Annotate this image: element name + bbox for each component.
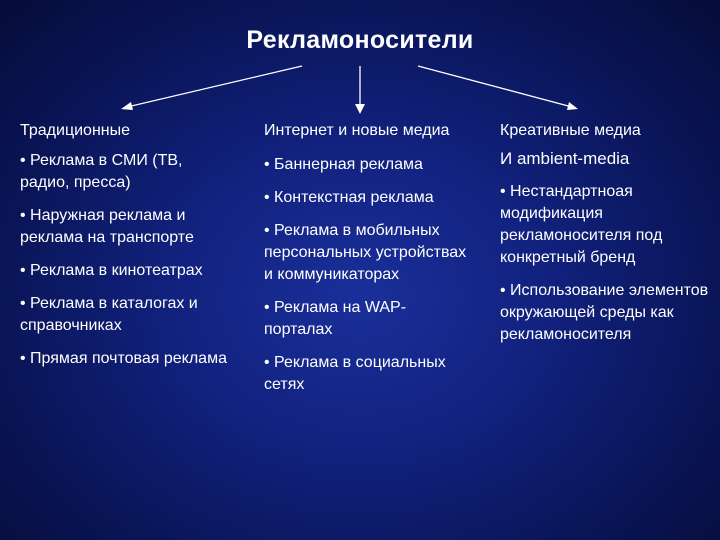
arrow-to-traditional bbox=[127, 66, 302, 107]
list-item: • Реклама в каталогах и справочниках bbox=[20, 295, 198, 334]
arrowhead-internet bbox=[355, 104, 365, 114]
list-item: • Реклама в мобильных персональных устройствах и коммуникаторах bbox=[264, 222, 467, 283]
diagram-title: Рекламоносители bbox=[246, 26, 474, 54]
list-item: • Реклама на WAP-порталах bbox=[264, 299, 407, 338]
list-item: • Баннерная реклама bbox=[264, 156, 423, 173]
arrowhead-creative bbox=[567, 102, 578, 110]
column-heading-internet: Интернет и новые медиа bbox=[264, 122, 450, 139]
list-item: • Контекстная реклама bbox=[264, 189, 434, 206]
column-creative bbox=[500, 120, 712, 357]
column-heading-creative: Креативные медиа bbox=[500, 122, 641, 139]
list-item: • Реклама в кинотеатрах bbox=[20, 262, 203, 279]
arrowhead-traditional bbox=[121, 102, 133, 110]
column-subheading-creative: И ambient-media bbox=[500, 149, 630, 168]
column-heading-traditional: Традиционные bbox=[20, 122, 131, 139]
column-traditional bbox=[20, 120, 235, 381]
list-item: • Прямая почтовая реклама bbox=[20, 350, 227, 367]
list-item: • Наружная реклама и реклама на транспорте bbox=[20, 207, 194, 246]
list-item: • Реклама в социальных сетях bbox=[264, 354, 446, 393]
list-item: • Использование элементов окружающей среды как рекламоносителя bbox=[500, 282, 709, 343]
list-item: • Нестандартноая модификация рекламоносителя под конкретный бренд bbox=[500, 183, 663, 266]
column-internet bbox=[264, 120, 472, 407]
list-item: • Реклама в СМИ (ТВ, радио, пресса) bbox=[20, 152, 183, 191]
arrow-to-creative bbox=[418, 66, 572, 107]
